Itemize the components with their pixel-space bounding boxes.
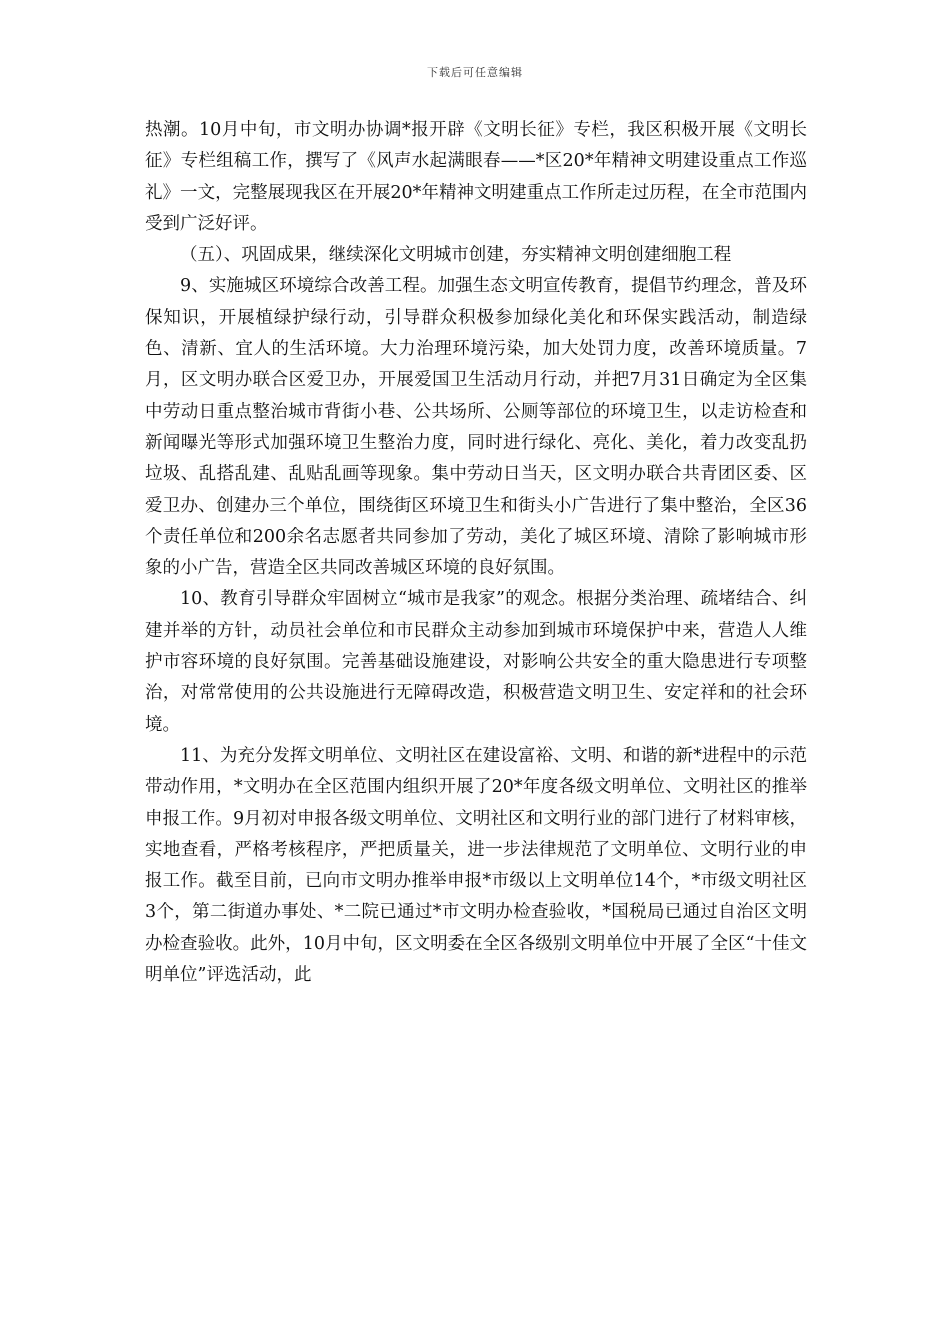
paragraph-item-9: 9、实施城区环境综合改善工程。加强生态文明宣传教育，提倡节约理念，普及环保知识，开展植绿护绿行动，引导群众积极参加绿化美化和环保实践活动，制造绿色、清新、宜人的生活环境。大力治理环境污染，加大处罚力度，改善环境质量。7月，区文明办联合区爱卫办，开展爱国卫生活动月行动，并把7月31日确定为全区集中劳动日重点整治城市背街小巷、公共场所、公厕等部位的环境卫生，以走访检查和新闻曝光等形式加强环境卫生整治力度，同时进行绿化、亮化、美化，着力改变乱扔垃圾、乱搭乱建、乱贴乱画等现象。集中劳动日当天，区文明办联合共青团区委、区爱卫办、创建办三个单位，围绕街区环境卫生和街头小广告进行了集中整治，全区36个责任单位和200余名志愿者共同参加了劳动，美化了城区环境、清除了影响城市形象的小广告，营造全区共同改善城区环境的良好氛围。 <box>145 276 807 579</box>
paragraph-continuation: 热潮。10月中旬，市文明办协调*报开辟《文明长征》专栏，我区积极开展《文明长征》专栏组稿工作，撰写了《风声水起满眼春——*区20*年精神文明建设重点工作巡礼》一文，完整展现我区在开展20*年精神文明建重点工作所走过历程，在全市范围内受到广泛好评。 <box>145 120 807 234</box>
paragraph-item-11: 11、为充分发挥文明单位、文明社区在建设富裕、文明、和谐的新*进程中的示范带动作用，*文明办在全区范围内组织开展了20*年度各级文明单位、文明社区的推举申报工作。9月初对申报各级文明单位、文明社区和文明行业的部门进行了材料审核，实地查看，严格考核程序，严把质量关，进一步法律规范了文明单位、文明行业的申报工作。截至目前，已向市文明办推举申报*市级以上文明单位14个，*市级文明社区3个，第二街道办事处、*二院已通过*市文明办检查验收，*国税局已通过自治区文明办检查验收。此外，10月中旬，区文明委在全区各级别文明单位中开展了全区“十佳文明单位”评选活动，此 <box>145 745 807 986</box>
section-heading-5: （五）、巩固成果，继续深化文明城市创建，夯实精神文明创建细胞工程 <box>180 245 732 266</box>
page-header-note: 下载后可任意编辑 <box>427 66 523 79</box>
document-body <box>145 115 807 991</box>
paragraph-item-10: 10、教育引导群众牢固树立“城市是我家”的观念。根据分类治理、疏堵结合、纠建并举的方针，动员社会单位和市民群众主动参加到城市环境保护中来，营造人人维护市容环境的良好氛围。完善基础设施建设，对影响公共安全的重大隐患进行专项整治，对常常使用的公共设施进行无障碍改造，积极营造文明卫生、安定祥和的社会环境。 <box>145 589 807 735</box>
